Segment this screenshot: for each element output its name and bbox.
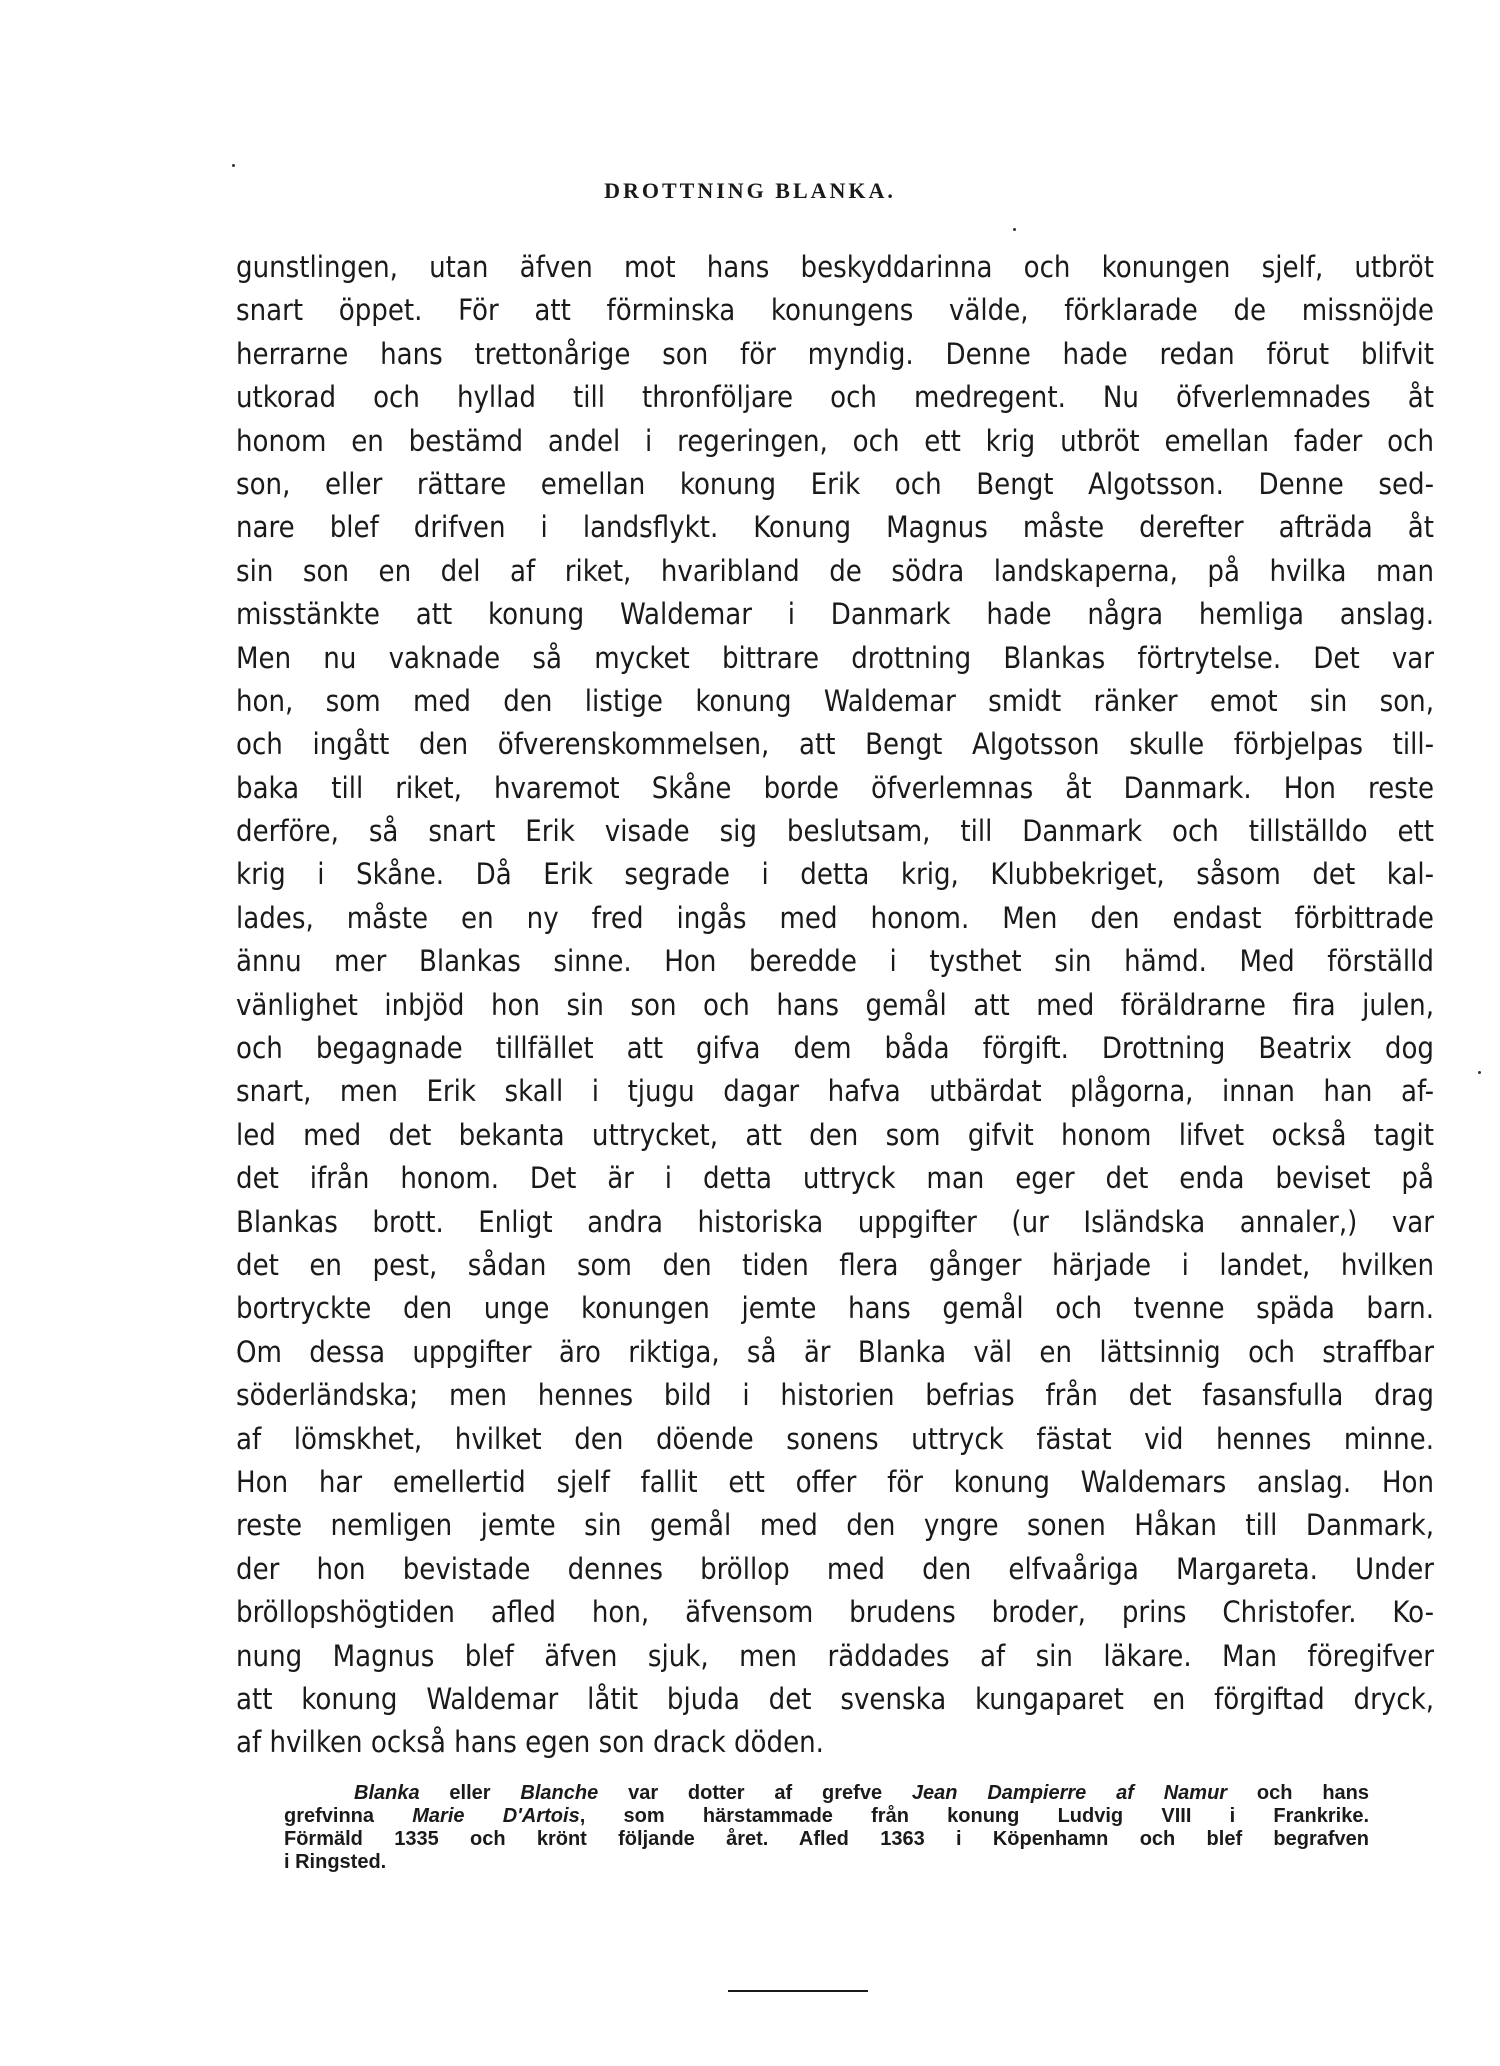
body-line: Hon har emellertid sjelf fallit ett offer för konung Waldemars anslag. Hon	[236, 1464, 1434, 1499]
body-line: hon, som med den listige konung Waldemar smidt ränker emot sin son,	[236, 683, 1434, 718]
running-head: DROTTNING BLANKA.	[604, 178, 896, 203]
body-line: sin son en del af riket, hvaribland de södra landskaperna, på hvilka man	[236, 553, 1434, 588]
footnote-line: Förmäld 1335 och krönt följande året. Afled 1363 i Köpenhamn och blef begrafven	[284, 1828, 1369, 1850]
body-line: nung Magnus blef äfven sjuk, men räddades af sin läkare. Man föregifver	[236, 1638, 1434, 1673]
body-line: derföre, så snart Erik visade sig beslutsam, till Danmark och tillställdo ett	[236, 814, 1434, 849]
footnote-name-blanka: Blanka	[354, 1782, 420, 1804]
body-line: Om dessa uppgifter äro riktiga, så är Blanka väl en lättsinnig och straffbar	[236, 1334, 1434, 1369]
body-line: misstänkte att konung Waldemar i Danmark hade några hemliga anslag.	[236, 597, 1434, 632]
body-line: och begagnade tillfället att gifva dem båda förgift. Drottning Beatrix dog	[236, 1031, 1434, 1066]
body-line: och ingått den öfverenskommelsen, att Bengt Algotsson skulle förbjelpas till-	[236, 727, 1434, 762]
body-line: det ifrån honom. Det är i detta uttryck man eger det enda beviset på	[236, 1161, 1434, 1196]
footnote	[284, 1782, 1369, 1874]
footnote-text: var dotter af grefve	[598, 1782, 912, 1804]
footnote-line	[284, 1782, 1369, 1805]
body-line: honom en bestämd andel i regeringen, och ett krig utbröt emellan fader och	[236, 423, 1434, 458]
footnote-name-marie: Marie D'Artois	[412, 1805, 580, 1827]
body-line: bröllopshögtiden afled hon, äfvensom brudens broder, prins Christofer. Ko-	[236, 1595, 1434, 1630]
footnote-name-blanche: Blanche	[520, 1782, 599, 1804]
body-line: utkorad och hyllad till thronföljare och medregent. Nu öfverlemnades åt	[236, 380, 1434, 415]
body-line: reste nemligen jemte sin gemål med den yngre sonen Håkan till Danmark,	[236, 1508, 1434, 1543]
body-line: herrarne hans trettonårige son för myndig. Denne hade redan förut blifvit	[236, 336, 1434, 371]
body-line: ännu mer Blankas sinne. Hon beredde i tysthet sin hämd. Med förställd	[236, 944, 1434, 979]
body-line: snart öppet. För att förminska konungens välde, förklarade de missnöjde	[236, 293, 1434, 328]
body-line: nare blef drifven i landsflykt. Konung Magnus måste derefter afträda åt	[236, 510, 1434, 545]
body-line: krig i Skåne. Då Erik segrade i detta krig, Klubbekriget, såsom det kal-	[236, 857, 1434, 892]
body-line: lades, måste en ny fred ingås med honom. Men den endast förbittrade	[236, 900, 1434, 935]
body-line: gunstlingen, utan äfven mot hans beskyddarinna och konungen sjelf, utbröt	[236, 250, 1434, 284]
body-line: af lömskhet, hvilket den döende sonens uttryck fästat vid hennes minne.	[236, 1421, 1434, 1456]
footnote-line-last: i Ringsted.	[284, 1851, 387, 1873]
body-line: baka till riket, hvaremot Skåne borde öfverlemnas åt Danmark. Hon reste	[236, 770, 1434, 805]
body-line: der hon bevistade dennes bröllop med den elfvaåriga Margareta. Under	[236, 1551, 1434, 1586]
body-line-last: af hvilken också hans egen son drack döden.	[236, 1725, 824, 1760]
footnote-rule	[728, 1990, 868, 1992]
print-speck	[1013, 228, 1016, 231]
body-line: att konung Waldemar låtit bjuda det svenska kungaparet en förgiftad dryck,	[236, 1681, 1434, 1716]
footnote-text: eller	[419, 1782, 521, 1804]
body-line: led med det bekanta uttrycket, att den som gifvit honom lifvet också tagit	[236, 1117, 1434, 1152]
body-line: Blankas brott. Enligt andra historiska uppgifter (ur Isländska annaler,) var	[236, 1204, 1434, 1239]
print-speck	[1478, 1071, 1481, 1074]
footnote-line	[284, 1805, 1369, 1828]
print-speck	[232, 164, 235, 167]
body-line: söderländska; men hennes bild i historien befrias från det fasansfulla drag	[236, 1378, 1434, 1413]
footnote-name-jean: Jean Dampierre af Namur	[911, 1782, 1228, 1804]
body-line: Men nu vaknade så mycket bittrare drottning Blankas förtrytelse. Det var	[236, 640, 1434, 675]
footnote-text: , som härstammade från konung Ludvig VIII i Frankrike.	[579, 1805, 1369, 1827]
footnote-text: och hans	[1227, 1782, 1370, 1804]
body-line: vänlighet inbjöd hon sin son och hans gemål att med föräldrarne fira julen,	[236, 987, 1434, 1022]
footnote-text: grefvinna	[284, 1805, 413, 1827]
body-line: snart, men Erik skall i tjugu dagar hafva utbärdat plågorna, innan han af-	[236, 1074, 1434, 1109]
body-text	[236, 246, 1434, 1765]
body-line: son, eller rättare emellan konung Erik och Bengt Algotsson. Denne sed-	[236, 466, 1434, 501]
body-line: det en pest, sådan som den tiden flera gånger härjade i landet, hvilken	[236, 1247, 1434, 1282]
body-line: bortryckte den unge konungen jemte hans gemål och tvenne späda barn.	[236, 1291, 1434, 1326]
